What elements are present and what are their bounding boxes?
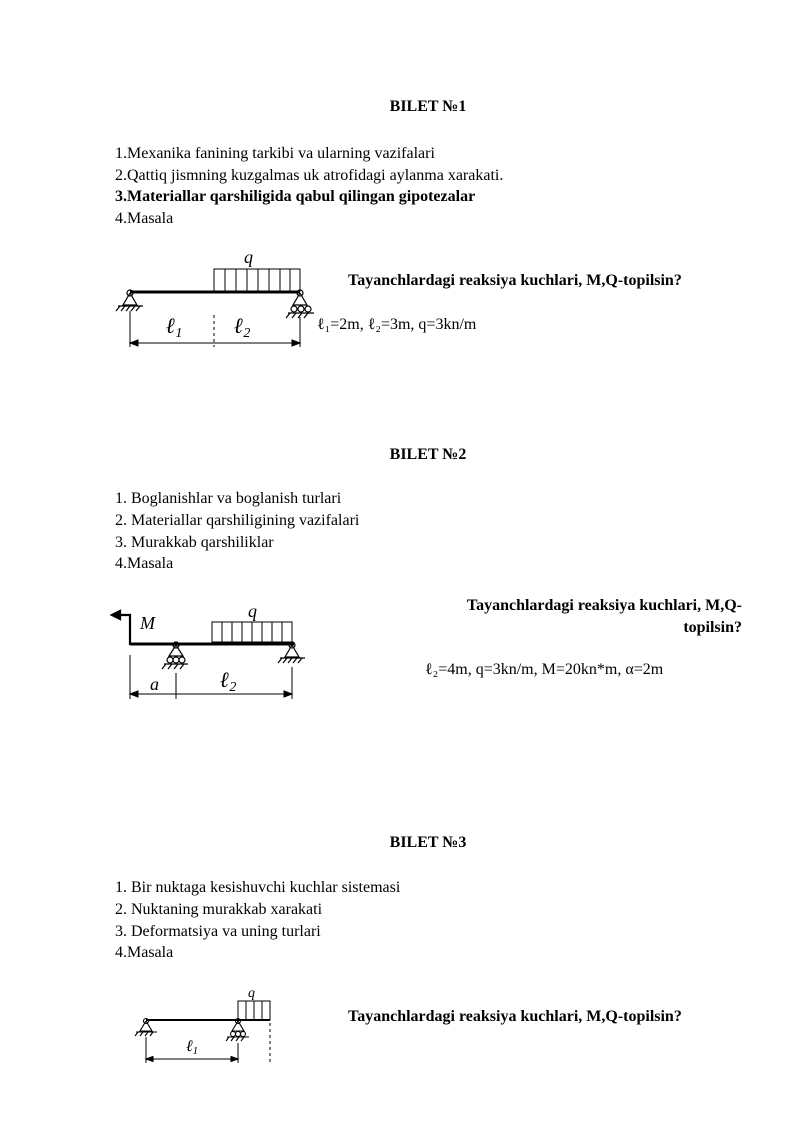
ticket-1-beam-diagram <box>110 245 330 355</box>
distributed-load <box>214 269 300 291</box>
l2-label: ℓ2 <box>234 313 251 341</box>
l1-label: ℓ1 <box>186 1038 199 1057</box>
moment-label: M <box>140 613 155 633</box>
ticket-1-title: BILET №1 <box>389 98 467 115</box>
ticket-2-question-2: 2. Materiallar qarshiligining vazifalari <box>115 512 360 529</box>
ticket-1-question-4: 4.Masala <box>115 210 174 227</box>
ticket-1-question-1: 1.Mexanika fanining tarkibi va ularning vazifalari <box>115 145 435 162</box>
roller-support-middle <box>162 642 188 669</box>
ticket-3-question-3: 3. Deformatsiya va uning turlari <box>115 923 321 940</box>
ticket-1-question-3: 3.Materiallar qarshiligida qabul qilingan gipotezalar <box>115 188 476 205</box>
ticket-2-beam-diagram <box>108 595 328 710</box>
ticket-1-params: ℓ₁=2m, ℓ₂=3m, q=3kn/m <box>317 316 477 333</box>
dimension-line <box>146 1023 270 1063</box>
roller-support-right <box>286 290 314 318</box>
moment-arrow <box>112 611 130 645</box>
ticket-2-title: BILET №2 <box>389 446 467 463</box>
ticket-3-question-4: 4.Masala <box>115 944 174 961</box>
ticket-3-beam-diagram <box>130 983 290 1068</box>
l1-label: ℓ1 <box>166 313 183 341</box>
dimension-line <box>130 311 300 347</box>
l2-label: ℓ2 <box>220 667 237 695</box>
ticket-1-task: Tayanchlardagi reaksiya kuchlari, M,Q-topilsin? <box>348 272 682 289</box>
ticket-3-question-2: 2. Nuktaning murakkab xarakati <box>115 901 323 918</box>
load-label: q <box>248 601 257 621</box>
roller-support-middle <box>226 1019 249 1042</box>
ticket-2-task-line-2: topilsin? <box>683 619 742 636</box>
ticket-2-params: ℓ₂=4m, q=3kn/m, M=20kn*m, α=2m <box>425 661 664 678</box>
ticket-2-task-line-1: Tayanchlardagi reaksiya kuchlari, M,Q- <box>466 597 742 614</box>
ticket-1-question-2: 2.Qattiq jismning kuzgalmas uk atrofidagi aylanma xarakati. <box>115 167 504 184</box>
ticket-2-question-3: 3. Murakkab qarshiliklar <box>115 534 274 551</box>
ticket-3-question-1: 1. Bir nuktaga kesishuvchi kuchlar sistemasi <box>115 879 401 896</box>
ticket-2-question-4: 4.Masala <box>115 555 174 572</box>
a-label: a <box>150 674 159 694</box>
ticket-3-task: Tayanchlardagi reaksiya kuchlari, M,Q-topilsin? <box>348 1008 682 1025</box>
load-label: q <box>248 986 255 1001</box>
distributed-load <box>212 622 292 642</box>
load-label: q <box>244 247 253 267</box>
ticket-2-question-1: 1. Boglanishlar va boglanish turlari <box>115 490 342 507</box>
pin-support-left <box>135 1019 157 1037</box>
distributed-load <box>238 1001 270 1020</box>
ticket-3-title: BILET №3 <box>389 834 467 851</box>
